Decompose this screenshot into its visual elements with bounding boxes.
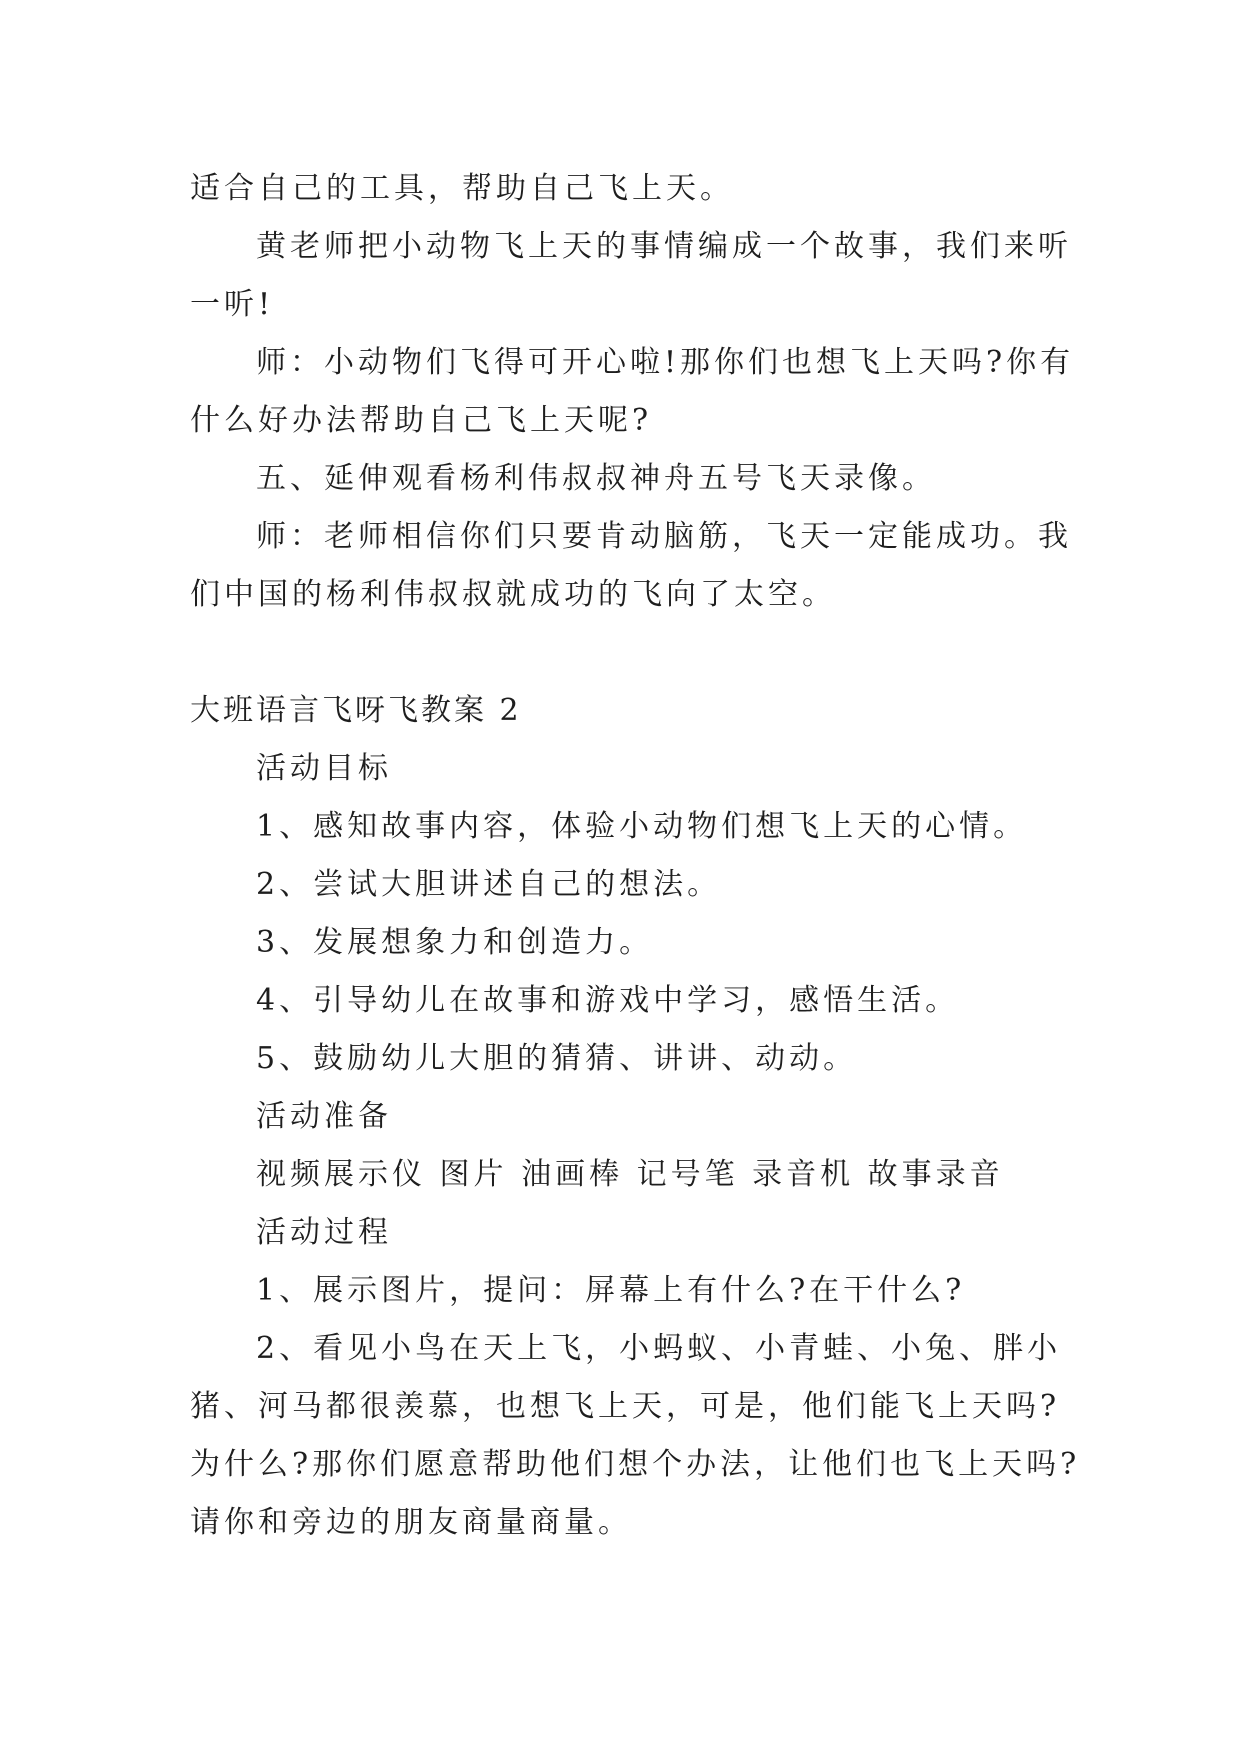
- section-gap: [190, 624, 1070, 682]
- document-body: [190, 160, 1081, 1552]
- goal-item: 2、尝试大胆讲述自己的想法。: [256, 867, 722, 902]
- paragraph-line: 黄老师把小动物飞上天的事情编成一个故事，我们来听: [256, 229, 1072, 264]
- paragraph-line: 师：小动物们飞得可开心啦!那你们也想飞上天吗?你有: [256, 345, 1075, 380]
- process-line: 为什么?那你们愿意帮助他们想个办法，让他们也飞上天吗?: [190, 1447, 1081, 1482]
- goal-item: 1、感知故事内容，体验小动物们想飞上天的心情。: [256, 809, 1028, 844]
- section-title: 大班语言飞呀飞教案 2: [190, 693, 522, 728]
- paragraph-line: 适合自己的工具，帮助自己飞上天。: [190, 171, 734, 206]
- process-line: 请你和旁边的朋友商量商量。: [190, 1505, 632, 1540]
- goals-heading: 活动目标: [256, 751, 392, 786]
- prep-heading: 活动准备: [256, 1099, 392, 1134]
- process-heading: 活动过程: [256, 1215, 392, 1250]
- paragraph-line: 什么好办法帮助自己飞上天呢?: [190, 403, 653, 438]
- prep-items: 视频展示仪 图片 油画棒 记号笔 录音机 故事录音: [256, 1157, 1004, 1192]
- process-line: 1、展示图片，提问：屏幕上有什么?在干什么?: [256, 1273, 966, 1308]
- paragraph-line: 们中国的杨利伟叔叔就成功的飞向了太空。: [190, 577, 836, 612]
- paragraph-line: 一听!: [190, 287, 275, 322]
- goal-item: 3、发展想象力和创造力。: [256, 925, 654, 960]
- paragraph-line: 师：老师相信你们只要肯动脑筋，飞天一定能成功。我: [256, 519, 1072, 554]
- goal-item: 4、引导幼儿在故事和游戏中学习，感悟生活。: [256, 983, 960, 1018]
- paragraph-line: 五、延伸观看杨利伟叔叔神舟五号飞天录像。: [256, 461, 936, 496]
- goal-item: 5、鼓励幼儿大胆的猜猜、讲讲、动动。: [256, 1041, 858, 1076]
- process-line: 2、看见小鸟在天上飞，小蚂蚁、小青蛙、小兔、胖小: [256, 1331, 1062, 1366]
- process-line: 猪、河马都很羡慕，也想飞上天，可是，他们能飞上天吗?: [190, 1389, 1061, 1424]
